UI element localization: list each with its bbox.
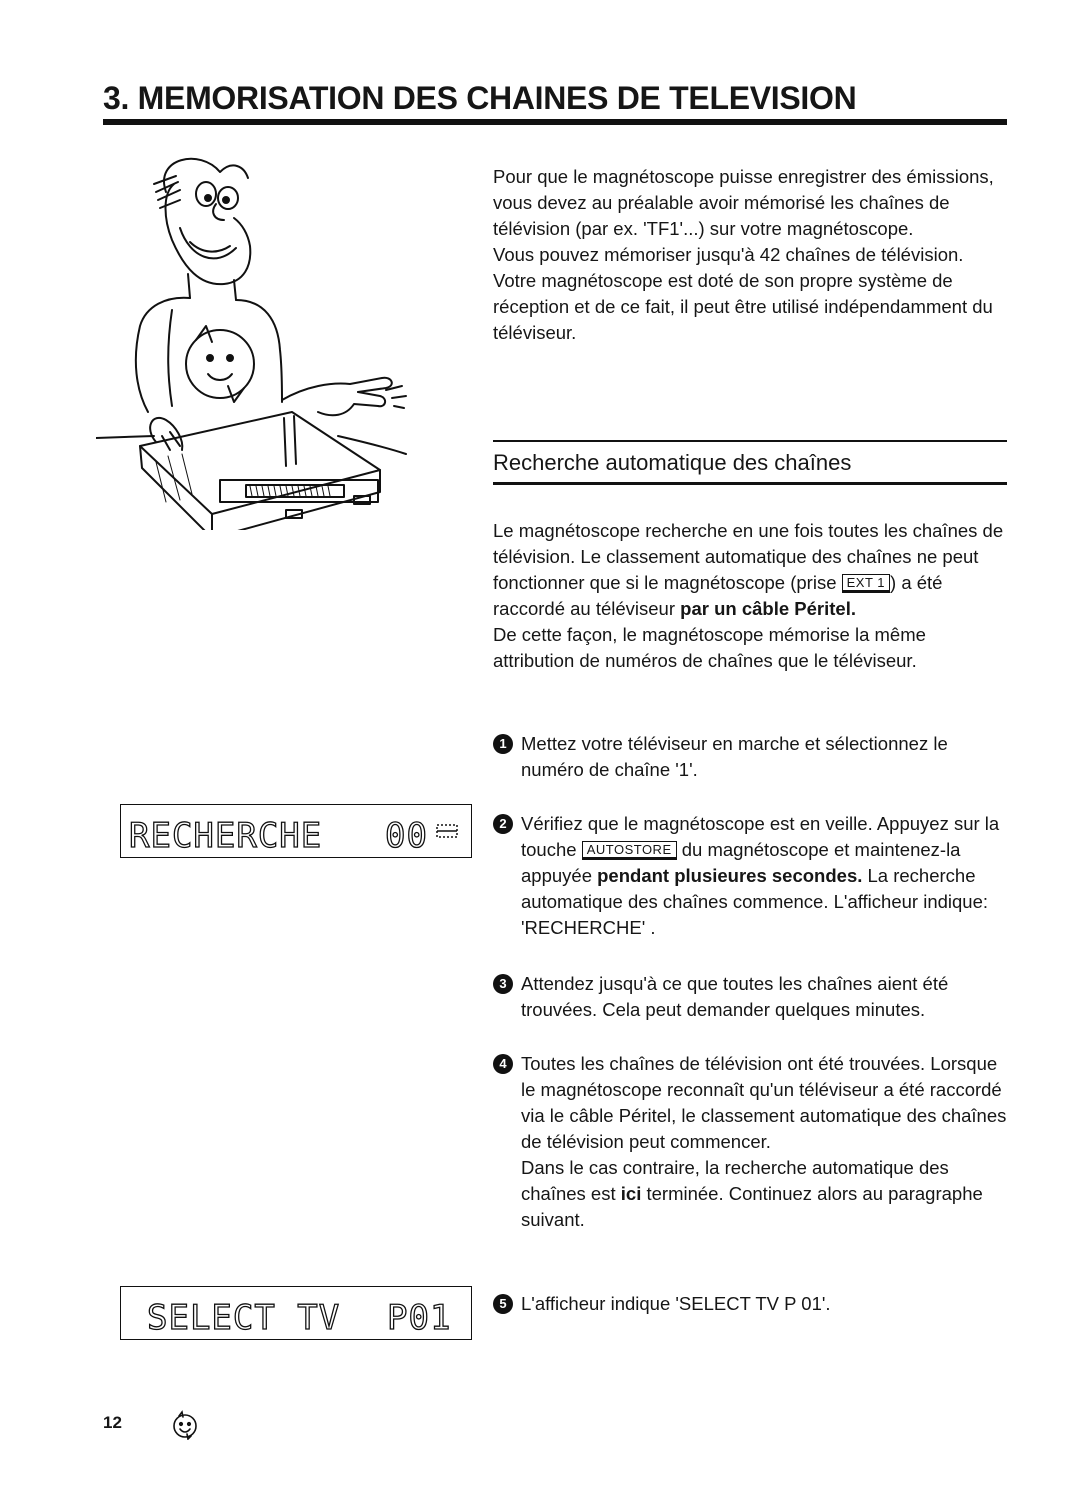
section-rule-bottom xyxy=(493,482,1007,485)
step-text xyxy=(521,811,1007,941)
step-number-badge: 1 xyxy=(493,734,513,754)
step-bold-text: ici xyxy=(620,1183,642,1204)
step-text-run: terminée. Continuez alors au paragraphe suivant. xyxy=(521,1183,983,1230)
lcd-display-recherche xyxy=(120,804,472,858)
page-number: 12 xyxy=(103,1413,122,1432)
step-text: L'afficheur indique 'SELECT TV P 01'. xyxy=(521,1293,831,1314)
step-number-badge: 5 xyxy=(493,1294,513,1314)
lcd-display-select-tv xyxy=(120,1286,472,1340)
step-text: Attendez jusqu'à ce que toutes les chaînes aient été trouvées. Cela peut demander quelques minutes. xyxy=(521,973,949,1020)
step-text-run: du magnétoscope et maintenez-la appuyée xyxy=(521,839,961,886)
intro-paragraph: Votre magnétoscope est doté de son propre système de réception et de ce fait, il peut être utilisé indépendamment du téléviseur. xyxy=(493,270,993,343)
page-title: 3. MEMORISATION DES CHAINES DE TELEVISION xyxy=(103,80,857,116)
step-text-continued xyxy=(521,1155,1007,1233)
ext1-key-label: EXT 1 xyxy=(842,574,890,593)
lcd-channel-number: 00 xyxy=(385,816,428,856)
step-number-badge: 2 xyxy=(493,814,513,834)
smiley-logo-icon xyxy=(170,1410,200,1440)
intro-text xyxy=(493,164,1007,346)
autostore-key-label: AUTOSTORE xyxy=(582,841,677,860)
step-text: Toutes les chaînes de télévision ont été trouvées. Lorsque le magnétoscope reconnaît qu'un téléviseur a été raccordé via le câble Péritel, le classement automatique des chaînes de télévision peut commencer. xyxy=(521,1053,1007,1152)
lcd-channel-number: P01 xyxy=(387,1298,452,1338)
section-text-run: ) a été raccordé au téléviseur xyxy=(493,572,943,619)
lcd-text: SELECT TV xyxy=(147,1298,341,1338)
step-4 xyxy=(493,1051,1007,1233)
step-2 xyxy=(493,811,1007,941)
section-text-run: Le magnétoscope recherche en une fois toutes les chaînes de télévision. Le classement automatique des chaînes ne peut fonctionner que si le magnétoscope (prise xyxy=(493,520,1004,593)
section-paragraph-1 xyxy=(493,518,1007,622)
section-bold-text: par un câble Péritel. xyxy=(680,598,856,619)
section-rule-top xyxy=(493,440,1007,442)
illustration-man-with-vcr xyxy=(96,150,426,530)
step-1 xyxy=(493,731,1007,783)
lcd-tape-indicator-icon xyxy=(437,825,457,837)
section-paragraph-2: De cette façon, le magnétoscope mémorise la même attribution de numéros de chaînes que le téléviseur. xyxy=(493,624,926,671)
step-text-run: Dans le cas contraire, la recherche automatique des chaînes est xyxy=(521,1157,949,1204)
intro-paragraph: Vous pouvez mémoriser jusqu'à 42 chaînes de télévision. xyxy=(493,244,964,265)
section-heading: Recherche automatique des chaînes xyxy=(493,450,852,475)
step-bold-text: pendant plusieures secondes. xyxy=(597,865,863,886)
intro-paragraph: Pour que le magnétoscope puisse enregistrer des émissions, vous devez au préalable avoir mémorisé les chaînes de télévision (par ex. 'TF1'...) sur votre magnétoscope. xyxy=(493,166,994,239)
step-number-badge: 4 xyxy=(493,1054,513,1074)
title-underline xyxy=(103,119,1007,125)
section-text xyxy=(493,518,1007,674)
step-number-badge: 3 xyxy=(493,974,513,994)
step-5 xyxy=(493,1291,1007,1317)
step-text-run: La recherche automatique des chaînes commence. L'afficheur indique: 'RECHERCHE' . xyxy=(521,865,989,938)
step-3 xyxy=(493,971,1007,1023)
step-text: Mettez votre téléviseur en marche et sélectionnez le numéro de chaîne '1'. xyxy=(521,733,948,780)
lcd-text: RECHERCHE xyxy=(129,816,323,856)
step-text-run: Vérifiez que le magnétoscope est en veille. Appuyez sur la touche xyxy=(521,813,1000,860)
